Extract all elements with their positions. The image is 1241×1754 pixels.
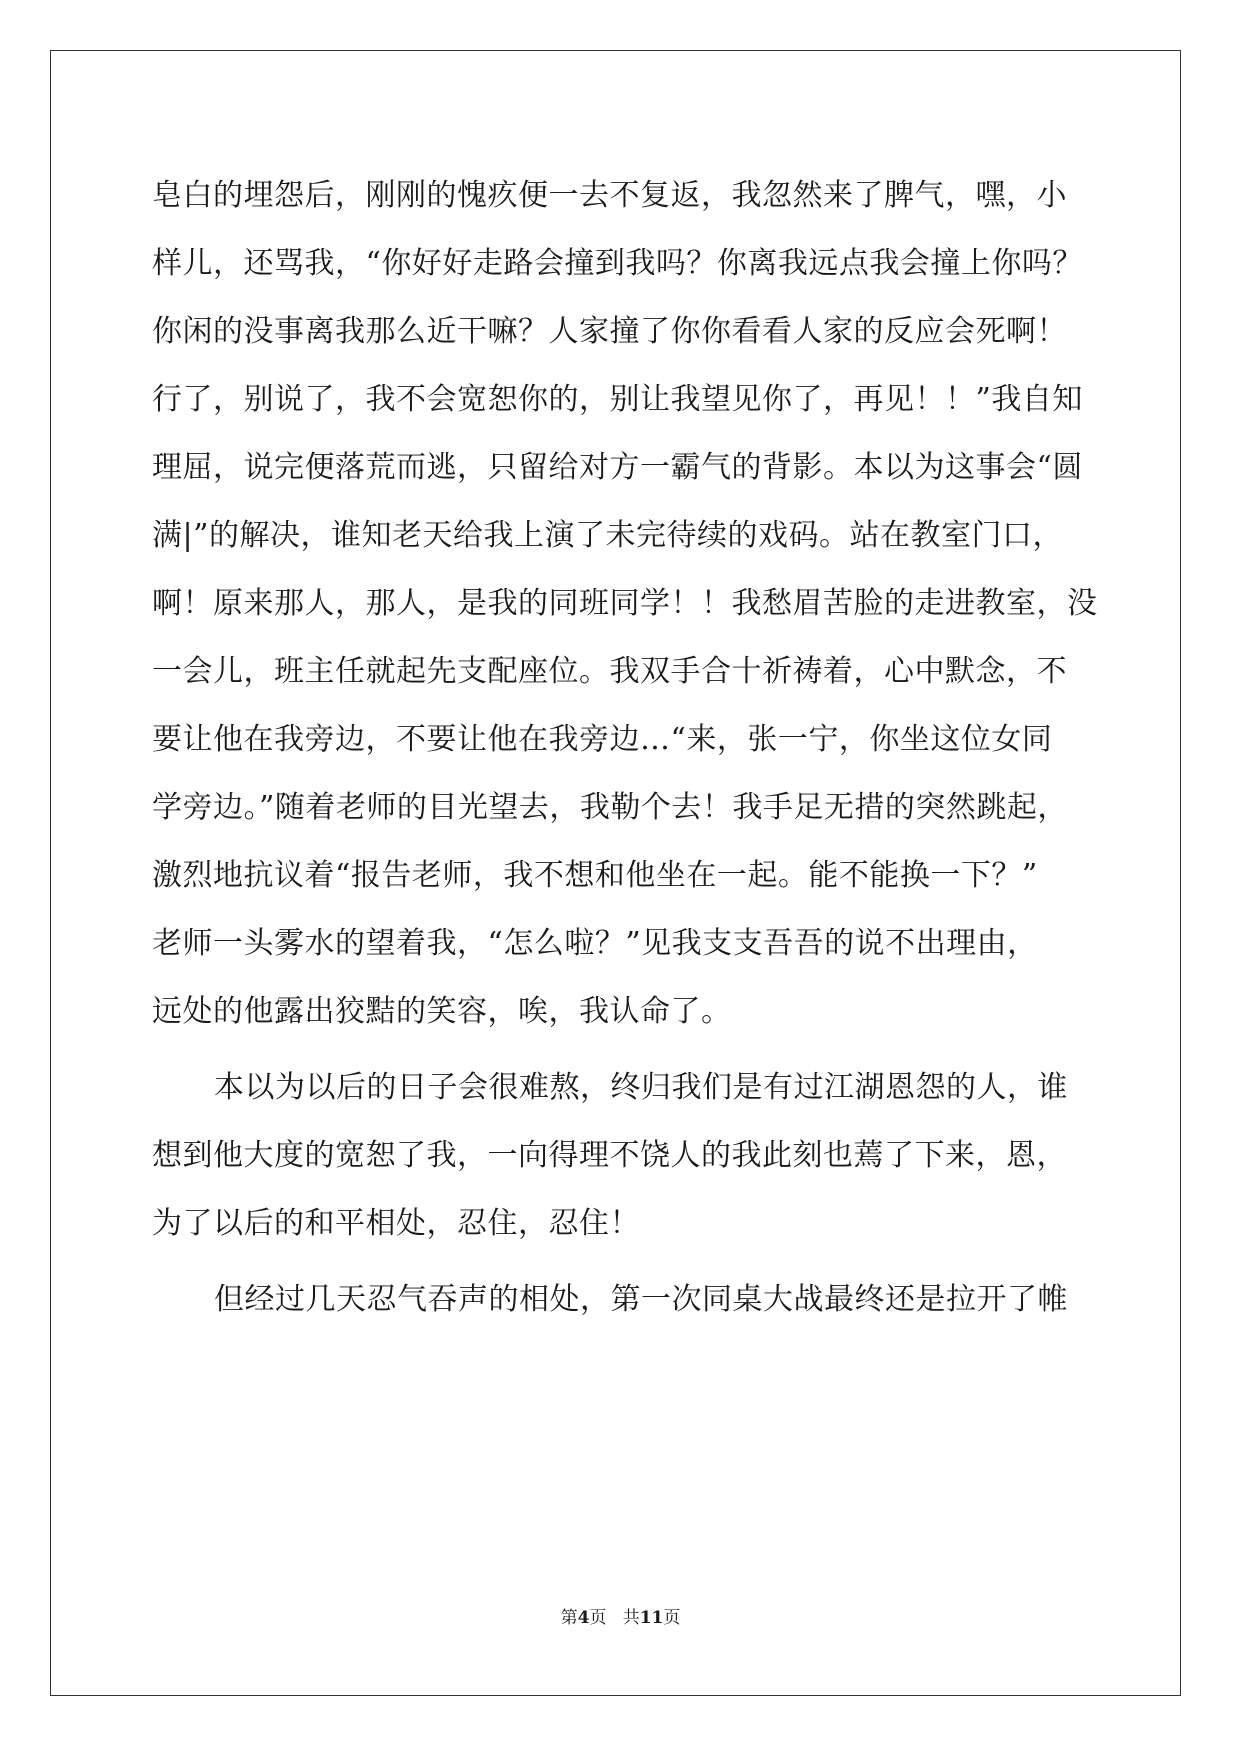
total-prefix: 共 — [622, 1608, 640, 1628]
text-line: 理屈，说完便落荒而逃，只留给对方一霸气的背影。本以为这事会“圆 — [152, 450, 1083, 485]
document-body — [152, 162, 1098, 1334]
text-line: 远处的他露出狡黠的笑容，唉，我认命了。 — [152, 994, 732, 1029]
page-prefix: 第 — [560, 1608, 578, 1628]
text-line: 皂白的埋怨后，刚刚的愧疚便一去不复返，我忽然来了脾气，嘿，小 — [152, 178, 1067, 213]
text-line: 一会儿，班主任就起先支配座位。我双手合十祈祷着，心中默念，不 — [152, 654, 1067, 689]
text-line: 样儿，还骂我，“你好好走路会撞到我吗？你离我远点我会撞上你吗？ — [152, 246, 1083, 281]
text-line: 要让他在我旁边，不要让他在我旁边…“来，张一宁，你坐这位女同 — [152, 722, 1053, 757]
text-line: 想到他大度的宽恕了我，一向得理不饶人的我此刻也蔫了下来，恩， — [152, 1138, 1067, 1173]
text-line: 你闲的没事离我那么近干嘛？人家撞了你你看看人家的反应会死啊！ — [152, 314, 1067, 349]
current-page-number: 4 — [577, 1608, 590, 1628]
text-line: 为了以后的和平相处，忍住，忍住！ — [152, 1206, 640, 1241]
paragraph-gap — [152, 1046, 1092, 1054]
text-line: 激烈地抗议着“报告老师，我不想和他坐在一起。能不能换一下？” — [152, 858, 1038, 893]
text-line: 行了，别说了，我不会宽恕你的，别让我望见你了，再见！！”我自知 — [152, 382, 1083, 417]
paragraph-gap — [152, 1258, 1092, 1266]
page-suffix: 页 — [589, 1608, 607, 1628]
text-line: 啊！原来那人，那人，是我的同班同学！！我愁眉苦脸的走进教室，没 — [152, 586, 1098, 621]
paragraph-first-line: 本以为以后的日子会很难熬，终归我们是有过江湖恩怨的人，谁 — [214, 1070, 1068, 1105]
paragraph-first-line: 但经过几天忍气吞声的相处，第一次同桌大战最终还是拉开了帷 — [214, 1282, 1068, 1317]
page-number-footer — [0, 1606, 1241, 1630]
text-line: 满|”的解决，谁知老天给我上演了未完待续的戏码。站在教室门口， — [152, 518, 1063, 553]
total-page-count: 11 — [639, 1608, 664, 1628]
text-line: 学旁边。”随着老师的目光望去，我勒个去！我手足无措的突然跳起， — [152, 790, 1068, 825]
text-line: 老师一头雾水的望着我，“怎么啦？”见我支支吾吾的说不出理由， — [152, 926, 1038, 961]
total-suffix: 页 — [663, 1608, 681, 1628]
